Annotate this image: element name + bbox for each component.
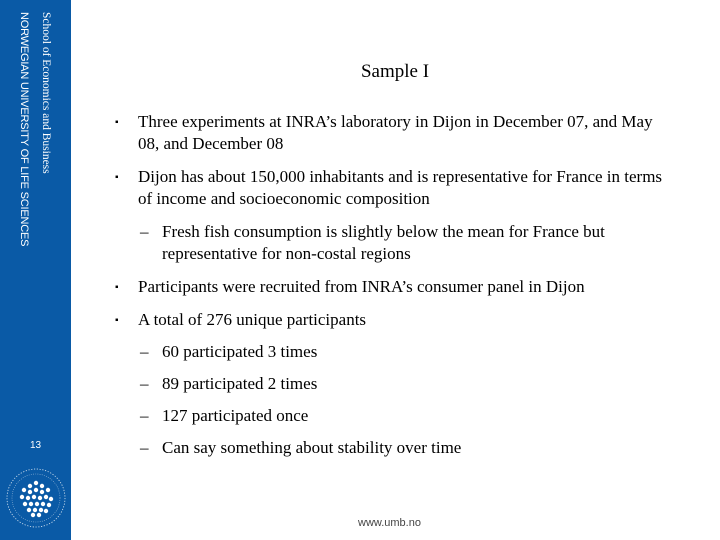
bullet-marker: ▪ [115,315,119,326]
sub-bullet-text: 60 participated 3 times [162,342,318,361]
dash-marker: – [140,222,149,241]
school-name: School of Economics and Business [40,12,52,174]
sub-bullet-text: 89 participated 2 times [162,374,318,393]
dash-marker: – [140,406,149,425]
university-name: NORWEGIAN UNIVERSITY OF LIFE SCIENCES [18,12,30,247]
dash-marker: – [140,342,149,361]
dash-marker: – [140,438,149,457]
bullet-marker: ▪ [115,117,119,128]
footer-url[interactable]: www.umb.no [358,517,421,529]
bullet-marker: ▪ [115,282,119,293]
sub-bullet-text: Fresh fish consumption is slightly below the mean for France but representative for non-costal regions [162,222,605,263]
bullet-marker: ▪ [115,172,119,183]
bullet-text: A total of 276 unique participants [138,310,367,329]
slide-title: Sample I [360,61,430,82]
bullet-text: Three experiments at INRA’s laboratory in Dijon in December 07, and May 08, and December 08 [138,112,653,153]
sub-bullet-text: Can say something about stability over time [162,438,462,457]
dash-marker: – [140,374,149,393]
bullet-text: Participants were recruited from INRA’s consumer panel in Dijon [138,277,585,296]
sub-bullet-text: 127 participated once [162,406,309,425]
bullet-text: Dijon has about 150,000 inhabitants and is representative for France in terms of income and socioeconomic composition [138,167,663,208]
slide-number: 13 [29,440,42,451]
